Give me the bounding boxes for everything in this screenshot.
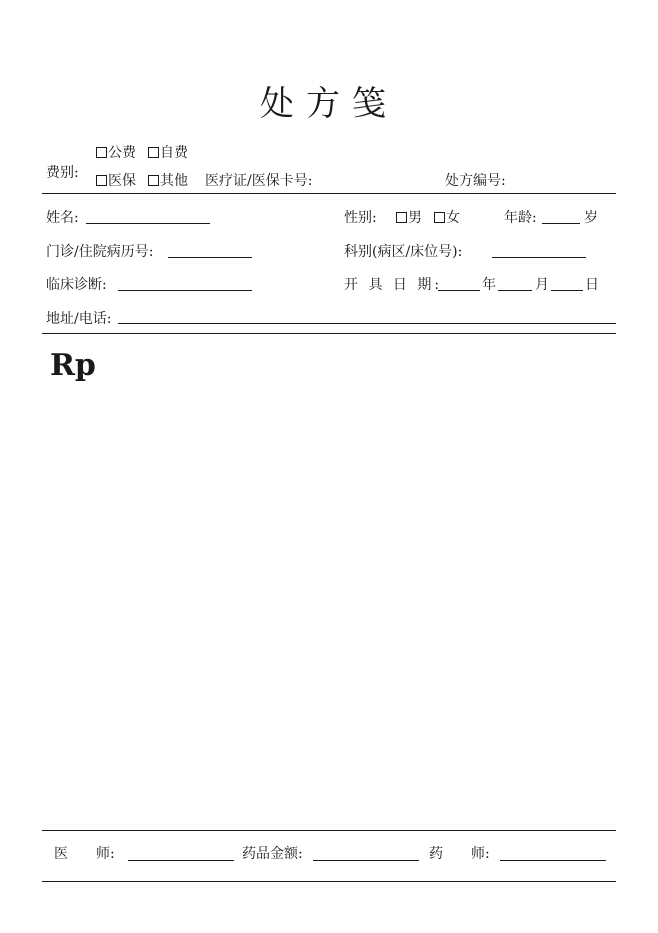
name-field[interactable] — [86, 223, 210, 224]
prescription-body[interactable] — [42, 390, 616, 820]
year-field[interactable] — [438, 290, 480, 291]
divider-footer-bottom — [42, 881, 616, 882]
department-label: 科别(病区/床位号): — [344, 244, 463, 260]
record-number-field[interactable] — [168, 257, 252, 258]
record-number-label: 门诊/住院病历号: — [46, 244, 154, 260]
department-field[interactable] — [492, 257, 586, 258]
address-field[interactable] — [118, 323, 616, 324]
age-label: 年龄: — [504, 210, 537, 226]
checkbox-icon[interactable] — [434, 212, 445, 223]
fee-option-public[interactable]: 公费 — [96, 145, 136, 161]
name-label: 姓名: — [46, 210, 79, 226]
day-label: 日 — [585, 277, 599, 293]
fee-label: 费别: — [46, 165, 79, 181]
fee-option-other[interactable]: 其他 — [148, 173, 188, 189]
diagnosis-field[interactable] — [118, 290, 252, 291]
card-number-label: 医疗证/医保卡号: — [205, 173, 313, 189]
gender-label: 性别: — [344, 210, 377, 226]
day-field[interactable] — [551, 290, 583, 291]
drug-amount-field[interactable] — [313, 860, 419, 861]
gender-option-male[interactable]: 男 — [396, 210, 422, 226]
prescription-title: 处方笺 — [260, 84, 398, 124]
address-label: 地址/电话: — [46, 311, 112, 327]
month-label: 月 — [535, 277, 549, 293]
checkbox-icon[interactable] — [96, 175, 107, 186]
rp-symbol: Rp — [50, 348, 96, 383]
doctor-label: 医 师: — [54, 846, 115, 862]
checkbox-icon[interactable] — [96, 147, 107, 158]
checkbox-icon[interactable] — [148, 147, 159, 158]
diagnosis-label: 临床诊断: — [46, 277, 107, 293]
pharmacist-field[interactable] — [500, 860, 606, 861]
age-field[interactable] — [542, 223, 580, 224]
doctor-field[interactable] — [128, 860, 234, 861]
checkbox-icon[interactable] — [148, 175, 159, 186]
fee-option-insurance[interactable]: 医保 — [96, 173, 136, 189]
month-field[interactable] — [498, 290, 532, 291]
year-label: 年 — [482, 277, 496, 293]
divider-header-bottom — [42, 333, 616, 334]
divider-footer-top — [42, 830, 616, 831]
divider-top — [42, 193, 616, 194]
fee-option-self[interactable]: 自费 — [148, 145, 188, 161]
rx-number-label: 处方编号: — [445, 173, 506, 189]
drug-amount-label: 药品金额: — [242, 846, 303, 862]
gender-option-female[interactable]: 女 — [434, 210, 460, 226]
pharmacist-label: 药 师: — [429, 846, 490, 862]
checkbox-icon[interactable] — [396, 212, 407, 223]
date-label: 开 具 日 期: — [344, 277, 443, 293]
age-unit: 岁 — [584, 210, 598, 226]
